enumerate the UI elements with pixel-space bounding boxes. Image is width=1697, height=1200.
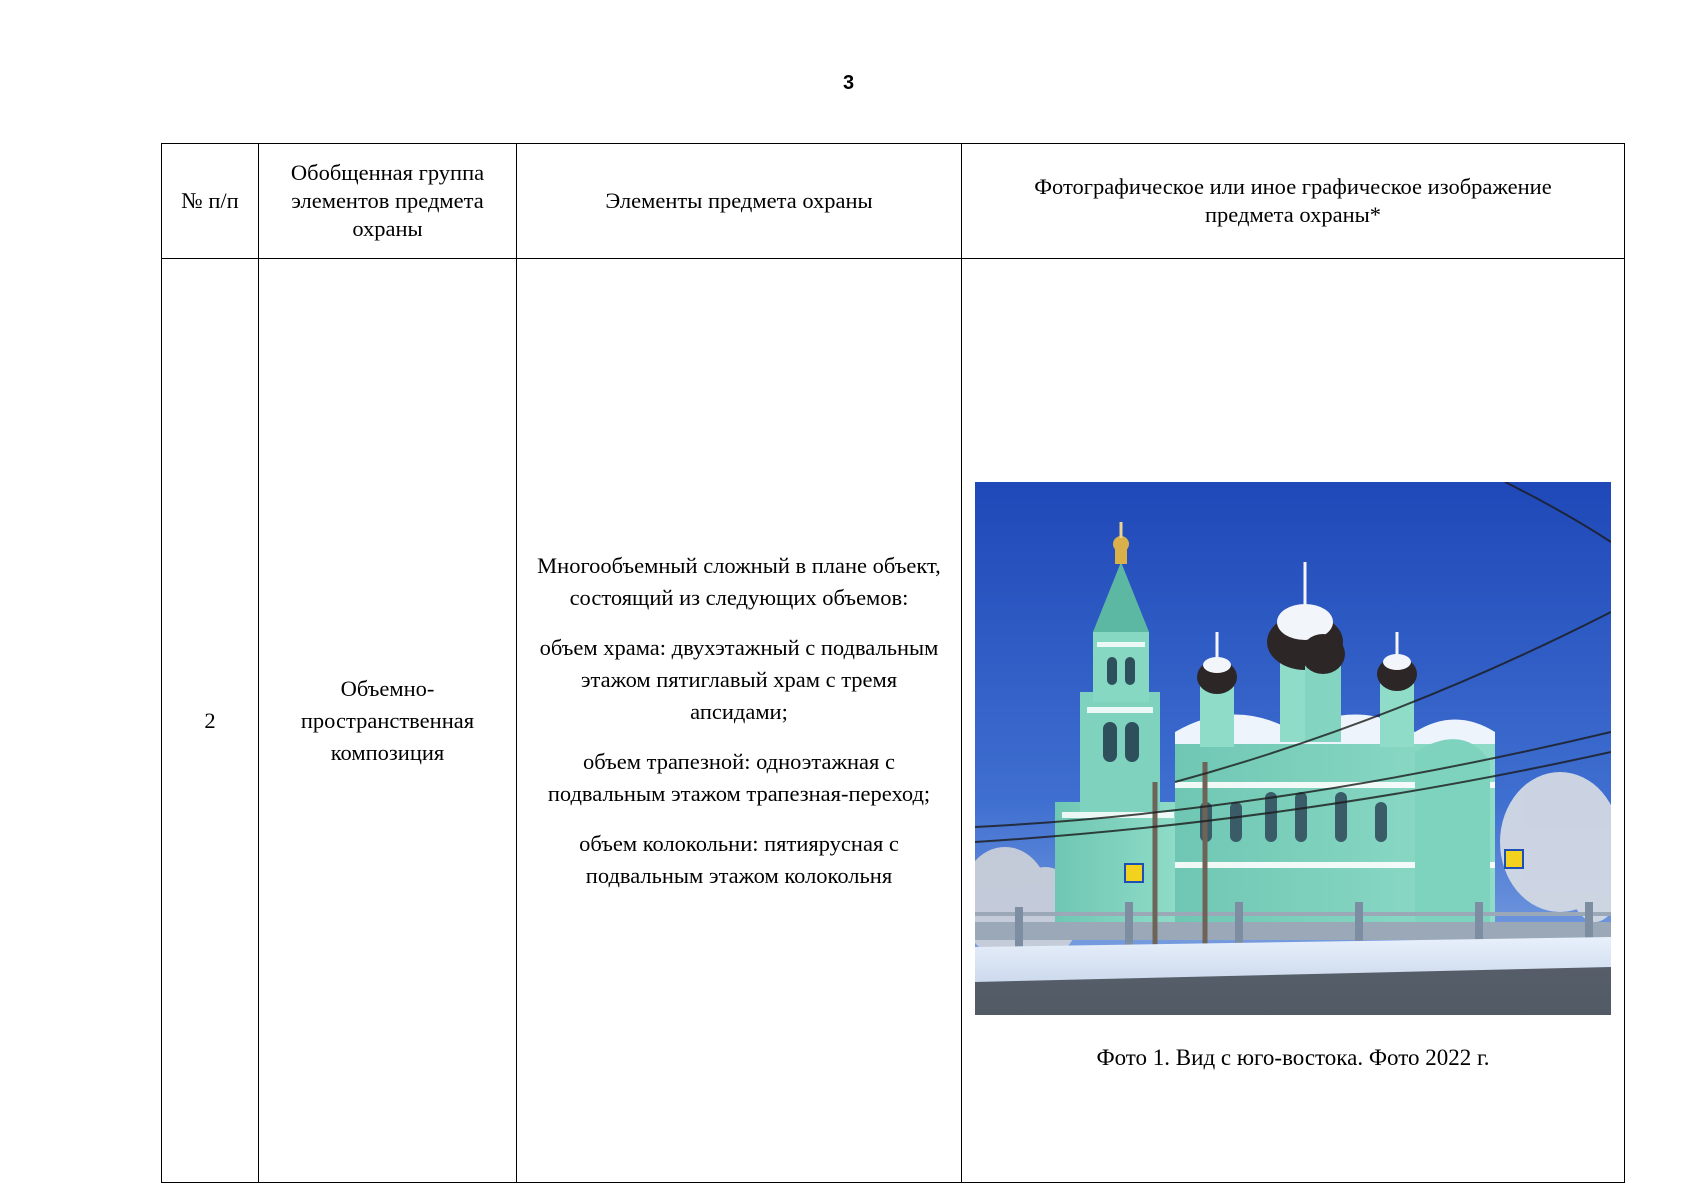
header-image <box>962 144 1625 259</box>
row-group <box>259 259 517 1183</box>
protection-subject-table <box>161 143 1625 1183</box>
elements-church-volume: объем храма: двухэтажный с подвальным этажом пятиглавый храм с тремя апсидами; <box>539 634 939 724</box>
row-photo-cell <box>962 259 1625 1183</box>
header-image-text: Фотографическое или иное графическое изображение предмета охраны* <box>1034 174 1552 227</box>
header-group-text: Обобщенная группа элементов предмета охраны <box>290 160 485 241</box>
elements-bell-tower-volume: объем колокольни: пятиярусная с подвальным этажом колокольня <box>579 830 899 888</box>
photo-caption: Фото 1. Вид с юго-востока. Фото 2022 г. <box>1096 1044 1490 1070</box>
page-number: 3 <box>842 72 855 94</box>
elements-intro: Многообъемный сложный в плане объект, состоящий из следующих объемов: <box>537 552 941 610</box>
table-row <box>162 259 1625 1183</box>
row-group-text: Объемно-пространственная композиция <box>300 675 475 765</box>
row-number: 2 <box>162 259 259 1183</box>
photo-wrap <box>975 482 1611 1073</box>
table-header-row <box>162 144 1625 259</box>
header-number: № п/п <box>162 144 259 259</box>
church-photo <box>975 482 1611 1015</box>
header-elements: Элементы предмета охраны <box>517 144 962 259</box>
row-elements <box>517 259 962 1183</box>
elements-refectory-volume: объем трапезной: одноэтажная с подвальным этажом трапезная-переход; <box>547 748 931 806</box>
header-group <box>259 144 517 259</box>
